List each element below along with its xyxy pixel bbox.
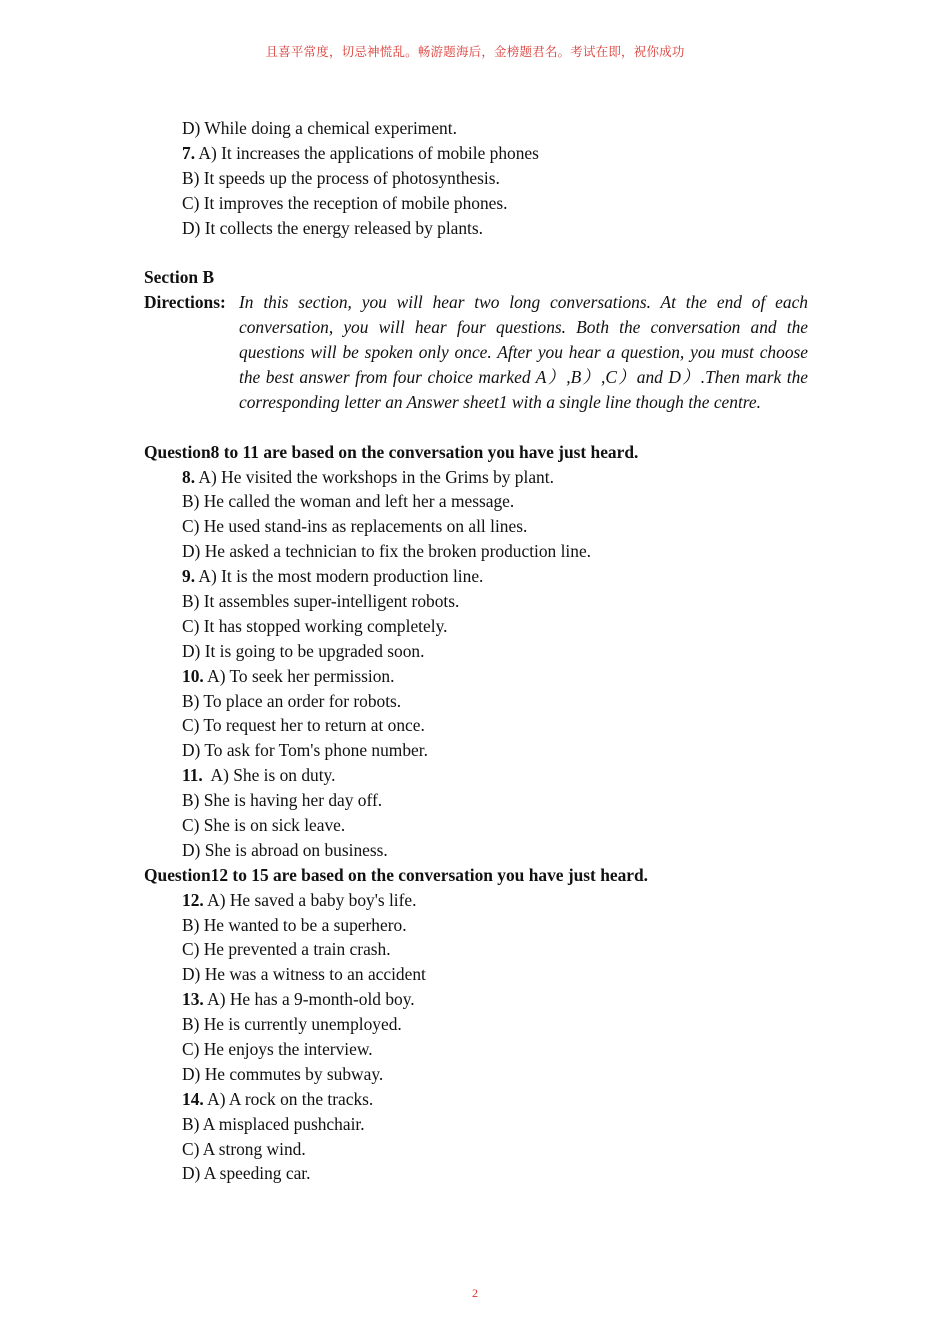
answer-option-line	[144, 216, 810, 241]
spacer	[144, 415, 810, 440]
answer-option-line	[144, 564, 810, 589]
option-text: C) She is on sick leave.	[182, 815, 346, 836]
group1-items-list	[144, 465, 810, 863]
answer-option-line	[144, 937, 810, 962]
option-text: A) She is on duty.	[202, 765, 336, 786]
answer-option-line	[144, 664, 810, 689]
group1-heading: Question8 to 11 are based on the conversation you have just heard.	[144, 441, 639, 462]
answer-option-line	[144, 763, 810, 788]
option-text: C) It improves the reception of mobile phones.	[182, 192, 508, 213]
answer-option-line	[144, 1137, 810, 1162]
option-text: A) It increases the applications of mobile phones	[195, 142, 539, 163]
answer-option-line	[144, 1037, 810, 1062]
answer-option-line	[144, 788, 810, 813]
option-text: D) To ask for Tom's phone number.	[182, 740, 428, 761]
answer-option-line	[144, 489, 810, 514]
answer-option-line	[144, 191, 810, 216]
question-number: 8.	[182, 466, 196, 487]
answer-option-line	[144, 962, 810, 987]
page-number: 2	[472, 1286, 478, 1300]
answer-option-line	[144, 1062, 810, 1087]
option-text: B) A misplaced pushchair.	[182, 1113, 365, 1134]
option-text: A) It is the most modern production line.	[195, 566, 484, 587]
option-text: D) A speeding car.	[182, 1163, 311, 1184]
answer-option-line	[144, 987, 810, 1012]
option-text: C) He enjoys the interview.	[182, 1039, 373, 1060]
question-number: 10.	[182, 665, 204, 686]
answer-option-line	[144, 639, 810, 664]
answer-option-line	[144, 465, 810, 490]
question-number: 13.	[182, 989, 204, 1010]
answer-option-line	[144, 713, 810, 738]
answer-option-line	[144, 514, 810, 539]
answer-option-line	[144, 539, 810, 564]
option-text: D) He was a witness to an accident	[182, 964, 426, 985]
option-text: C) He prevented a train crash.	[182, 939, 391, 960]
option-text: B) He called the woman and left her a message.	[182, 491, 515, 512]
answer-option-line	[144, 838, 810, 863]
option-text: A) A rock on the tracks.	[203, 1088, 374, 1109]
question-number: 11.	[182, 765, 203, 786]
option-text: D) While doing a chemical experiment.	[182, 118, 457, 138]
option-text: D) He commutes by subway.	[182, 1063, 384, 1084]
answer-option-line	[144, 589, 810, 614]
option-text: D) It is going to be upgraded soon.	[182, 640, 425, 661]
answer-option-line	[144, 689, 810, 714]
section-title: Section B	[144, 267, 215, 288]
answer-option-line	[144, 116, 810, 141]
answer-option-line	[144, 1012, 810, 1037]
question-number: 7.	[182, 142, 196, 163]
group2-items-list	[144, 888, 810, 1187]
question-number: 9.	[182, 566, 196, 587]
answer-option-line	[144, 1161, 810, 1186]
page-content	[144, 116, 810, 1186]
option-text: A) He has a 9-month-old boy.	[203, 989, 415, 1010]
option-text: A) He visited the workshops in the Grims by plant.	[195, 466, 554, 487]
option-text: D) It collects the energy released by plants.	[182, 217, 484, 238]
option-text: A) He saved a baby boy's life.	[203, 889, 417, 910]
answer-option-line	[144, 614, 810, 639]
option-text: B) He wanted to be a superhero.	[182, 914, 407, 935]
option-text: A) To seek her permission.	[203, 665, 395, 686]
option-text: B) It speeds up the process of photosynthesis.	[182, 167, 500, 188]
option-text: C) He used stand-ins as replacements on all lines.	[182, 516, 528, 537]
option-text: C) It has stopped working completely.	[182, 615, 448, 636]
answer-option-line	[144, 1087, 810, 1112]
group2-heading: Question12 to 15 are based on the conversation you have just heard.	[144, 864, 649, 885]
directions-text: In this section, you will hear two long conversations. At the end of each conversation, you will hear four questions. Both the conversation and the questions will be spoken only once. After you hear a question, you must choose the best answer from four choice marked A）,B）,C）and D）.Then mark the corresponding letter an Answer sheet1 with a single line though the centre.	[239, 292, 808, 412]
answer-option-line	[144, 1112, 810, 1137]
spacer	[144, 240, 810, 265]
option-text: B) She is having her day off.	[182, 790, 383, 811]
option-text: D) She is abroad on business.	[182, 839, 388, 860]
answer-option-line	[144, 913, 810, 938]
answer-option-line	[144, 141, 810, 166]
option-text: B) It assembles super-intelligent robots.	[182, 591, 460, 611]
answer-option-line	[144, 888, 810, 913]
directions-label: Directions:	[144, 292, 226, 313]
answer-option-line	[144, 166, 810, 191]
top-items-list	[144, 116, 810, 240]
option-text: D) He asked a technician to fix the broken production line.	[182, 541, 592, 562]
option-text: C) To request her to return at once.	[182, 715, 425, 736]
option-text: B) He is currently unemployed.	[182, 1014, 402, 1035]
option-text: C) A strong wind.	[182, 1138, 306, 1159]
question-number: 14.	[182, 1088, 204, 1109]
directions-block	[144, 290, 810, 415]
answer-option-line	[144, 738, 810, 763]
option-text: B) To place an order for robots.	[182, 690, 402, 711]
question-number: 12.	[182, 889, 204, 910]
page-header-motto: 且喜平常度，切忌神慌乱。畅游题海后，金榜题君名。考试在即，祝你成功	[265, 45, 685, 59]
answer-option-line	[144, 813, 810, 838]
